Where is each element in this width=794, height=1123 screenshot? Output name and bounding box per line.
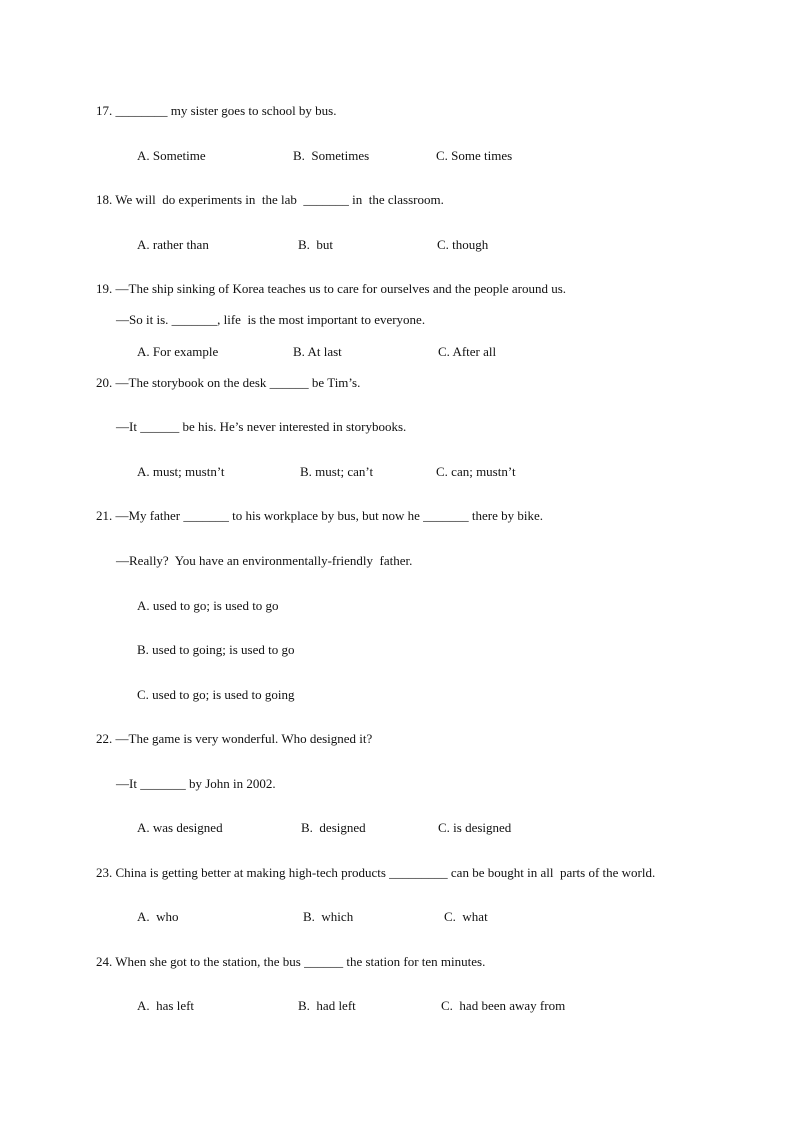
question-24-stem: 24. When she got to the station, the bus ______ the station for ten minutes. xyxy=(96,954,486,969)
question-20-reply: —It ______ be his. He’s never interested in storybooks. xyxy=(116,419,407,434)
question-20-option-c: C. can; mustn’t xyxy=(436,464,516,479)
question-18-option-a: A. rather than xyxy=(137,237,209,252)
question-17-stem: 17. ________ my sister goes to school by bus. xyxy=(96,103,337,118)
question-17-option-a: A. Sometime xyxy=(137,148,206,163)
question-24-option-b: B. had left xyxy=(298,998,356,1013)
question-23-option-a: A. who xyxy=(137,909,179,924)
question-22-stem: 22. —The game is very wonderful. Who designed it? xyxy=(96,731,373,746)
question-20-stem: 20. —The storybook on the desk ______ be Tim’s. xyxy=(96,375,361,390)
question-21-option-b: B. used to going; is used to go xyxy=(137,642,295,657)
question-17-option-c: C. Some times xyxy=(436,148,513,163)
question-22-reply: —It _______ by John in 2002. xyxy=(116,776,276,791)
question-19-option-b: B. At last xyxy=(293,344,342,359)
question-24-option-c: C. had been away from xyxy=(441,998,566,1013)
question-19-stem: 19. —The ship sinking of Korea teaches us to care for ourselves and the people around us. xyxy=(96,281,567,296)
question-19-reply: —So it is. _______, life is the most important to everyone. xyxy=(116,312,426,327)
question-23-stem: 23. China is getting better at making high-tech products _________ can be bought in all parts of the world. xyxy=(96,865,656,880)
question-21-reply: —Really? You have an environmentally-friendly father. xyxy=(116,553,413,568)
question-21-stem: 21. —My father _______ to his workplace by bus, but now he _______ there by bike. xyxy=(96,508,543,523)
question-20-option-a: A. must; mustn’t xyxy=(137,464,225,479)
question-18-option-b: B. but xyxy=(298,237,334,252)
question-23-option-b: B. which xyxy=(303,909,354,924)
question-21-option-a: A. used to go; is used to go xyxy=(137,598,279,613)
question-17-option-b: B. Sometimes xyxy=(293,148,370,163)
question-20-option-b: B. must; can’t xyxy=(300,464,374,479)
question-22-option-c: C. is designed xyxy=(438,820,512,835)
question-21-option-c: C. used to go; is used to going xyxy=(137,687,295,702)
question-22-option-b: B. designed xyxy=(301,820,366,835)
question-23-option-c: C. what xyxy=(444,909,488,924)
question-22-option-a: A. was designed xyxy=(137,820,223,835)
question-18-option-c: C. though xyxy=(437,237,489,252)
question-19-option-c: C. After all xyxy=(438,344,497,359)
question-18-stem: 18. We will do experiments in the lab _______ in the classroom. xyxy=(96,192,444,207)
question-19-option-a: A. For example xyxy=(137,344,219,359)
question-24-option-a: A. has left xyxy=(137,998,195,1013)
